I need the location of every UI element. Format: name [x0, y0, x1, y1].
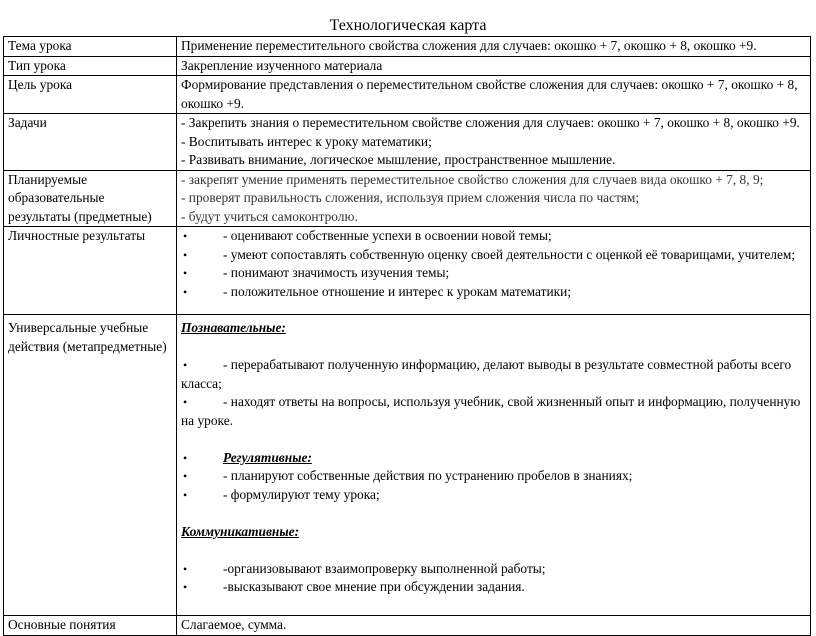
- row-value: Закрепление изученного материала: [177, 56, 811, 76]
- bullet-icon: •: [183, 395, 188, 409]
- list-item: • - планируют собственные действия по устранению пробелов в знаниях;: [181, 467, 807, 486]
- list-item: • -организовывают взаимопроверку выполненной работы;: [181, 560, 807, 579]
- result-line: - проверят правильность сложения, используя прием сложения числа по частям;: [181, 190, 640, 205]
- bullet-icon: •: [183, 266, 188, 280]
- list-item: • - умеют сопоставлять собственную оценку своей деятельности с оценкой её товарищами, учителем;: [181, 246, 807, 265]
- table-row: [4, 37, 811, 57]
- bullet-icon: •: [183, 450, 188, 465]
- table-row: [4, 227, 811, 315]
- table-row: [4, 170, 811, 227]
- section-heading-regulatory: Регулятивные:: [223, 449, 312, 465]
- bullet-icon: •: [183, 487, 188, 502]
- row-label: Планируемые образовательные результаты (предметные): [4, 170, 177, 227]
- bullet-icon: •: [183, 229, 188, 243]
- row-label: Тип урока: [4, 56, 177, 76]
- list-item: • - формулируют тему урока;: [181, 486, 807, 505]
- section-heading-communicative: Коммуникативные:: [181, 523, 300, 539]
- table-row: [4, 315, 811, 616]
- row-label: Задачи: [4, 114, 177, 171]
- lesson-plan-table: [3, 36, 811, 636]
- row-label: Универсальные учебные действия (метапредметные): [4, 315, 177, 616]
- table-row: [4, 76, 811, 114]
- bullet-icon: •: [183, 580, 188, 594]
- task-line: - Развивать внимание, логическое мышление, пространственное мышление.: [181, 152, 616, 167]
- row-value: Формирование представления о переместительном свойстве сложения для случаев: окошко + 7, окошко + 8, окошко +9.: [177, 76, 811, 114]
- row-label: Основные понятия: [4, 616, 177, 636]
- bullet-icon: •: [183, 247, 188, 262]
- list-item: • - оценивают собственные успехи в освоении новой темы;: [181, 227, 807, 246]
- row-value: Слагаемое, сумма.: [177, 616, 811, 636]
- row-label: Тема урока: [4, 37, 177, 57]
- table-row: [4, 114, 811, 171]
- document-title: Технологическая карта: [329, 17, 487, 34]
- list-item: • - положительное отношение и интерес к урокам математики;: [181, 283, 807, 302]
- row-value: Применение переместительного свойства сложения для случаев: окошко + 7, окошко + 8, окошко +9.: [177, 37, 811, 57]
- result-line: - закрепят умение применять переместительное свойство сложения для случаев вида окошко + 7, 8, 9;: [181, 171, 764, 187]
- task-line: - Закрепить знания о переместительном свойстве сложения для случаев: окошко + 7, окошко + 8, окошко +9.: [181, 115, 800, 130]
- bullet-icon: •: [183, 561, 188, 576]
- task-line: - Воспитывать интерес к уроку математики;: [181, 133, 432, 149]
- list-item: • -высказывают свое мнение при обсуждении задания.: [181, 578, 807, 597]
- list-item: [181, 449, 807, 468]
- list-item: • - понимают значимость изучения темы;: [181, 264, 807, 283]
- result-line: - будут учиться самоконтролю.: [181, 208, 358, 224]
- row-label: Цель урока: [4, 76, 177, 114]
- list-item: • - находят ответы на вопросы, используя учебник, свой жизненный опыт и информацию, полученную на уроке.: [181, 394, 801, 428]
- table-row: [4, 616, 811, 636]
- section-heading-cognitive: Познавательные:: [181, 320, 286, 335]
- row-label: Личностные результаты: [4, 227, 177, 315]
- bullet-icon: •: [183, 469, 188, 483]
- row-value: [177, 315, 811, 616]
- bullet-icon: •: [183, 358, 188, 372]
- row-value: [177, 170, 811, 227]
- table-row: [4, 56, 811, 76]
- list-item: • - перерабатывают полученную информацию, делают выводы в результате совместной работы всего класса;: [181, 357, 792, 391]
- row-value: [177, 227, 811, 315]
- row-value: [177, 114, 811, 171]
- bullet-icon: •: [183, 284, 188, 299]
